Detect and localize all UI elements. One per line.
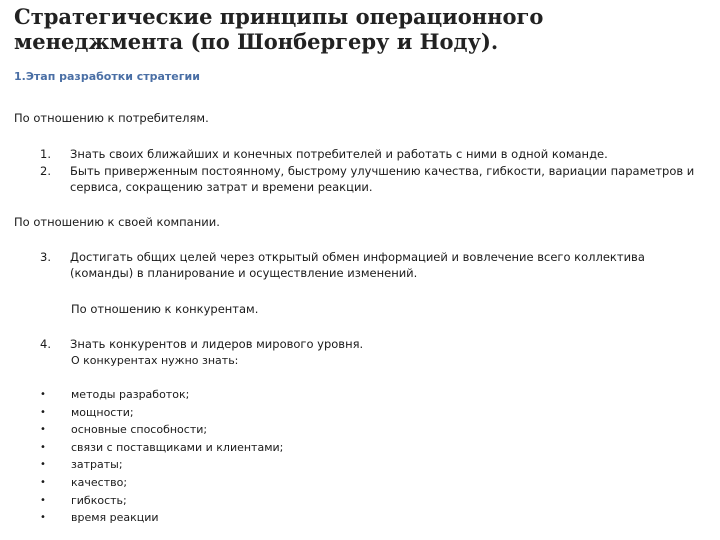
consumers-heading: По отношению к потребителям. [14,111,209,125]
bullet-item [40,386,283,404]
bullet-icon: • [40,476,46,488]
list-item [40,146,710,162]
competitors-intro: О конкурентах нужно знать: [71,354,239,367]
competitors-heading: По отношению к конкурентам. [71,302,259,316]
list-item [40,163,710,195]
bullet-text: время реакции [71,511,159,525]
bullet-text: качество; [71,475,128,489]
bullet-icon: • [40,406,46,418]
bullet-icon: • [40,424,46,436]
bullet-list [40,386,283,527]
item-text: Знать своих ближайших и конечных потребителей и работать с ними в одной команде. [70,147,608,161]
section-heading: 1.Этап разработки стратегии [14,70,200,83]
page-title: Стратегические принципы операционного менеджмента (по Шонбергеру и Ноду). [14,4,544,54]
bullet-text: основные способности; [71,423,208,437]
bullet-icon: • [40,441,46,453]
bullet-text: связи с поставщиками и клиентами; [71,440,284,454]
list-item [40,249,710,281]
item-number: 1. [40,147,51,161]
bullet-item [40,509,283,527]
bullet-icon: • [40,512,46,524]
bullet-item [40,439,283,457]
item-text: Достигать общих целей через открытый обмен информацией и вовлечение всего коллектива (команды) в планирование и осуществление изменений. [70,250,645,280]
bullet-text: методы разработок; [71,388,190,401]
bullet-text: затраты; [71,458,123,472]
bullet-item [40,404,283,422]
item-number: 3. [40,250,51,264]
company-heading: По отношению к своей компании. [14,215,220,229]
bullet-item [40,492,283,510]
item-text: Быть приверженным постоянному, быстрому улучшению качества, гибкости, вариации параметров и сервиса, сокращению затрат и времени реакции. [70,164,695,194]
bullet-icon: • [40,389,46,400]
bullet-item [40,421,283,439]
item-number: 4. [40,337,51,351]
bullet-text: гибкость; [71,493,127,507]
bullet-item [40,474,283,492]
bullet-icon: • [40,494,46,506]
bullet-item [40,456,283,474]
item-text: Знать конкурентов и лидеров мирового уровня. [70,337,364,351]
bullet-icon: • [40,459,46,471]
list-item [40,336,710,352]
bullet-text: мощности; [71,405,134,419]
item-number: 2. [40,164,51,178]
